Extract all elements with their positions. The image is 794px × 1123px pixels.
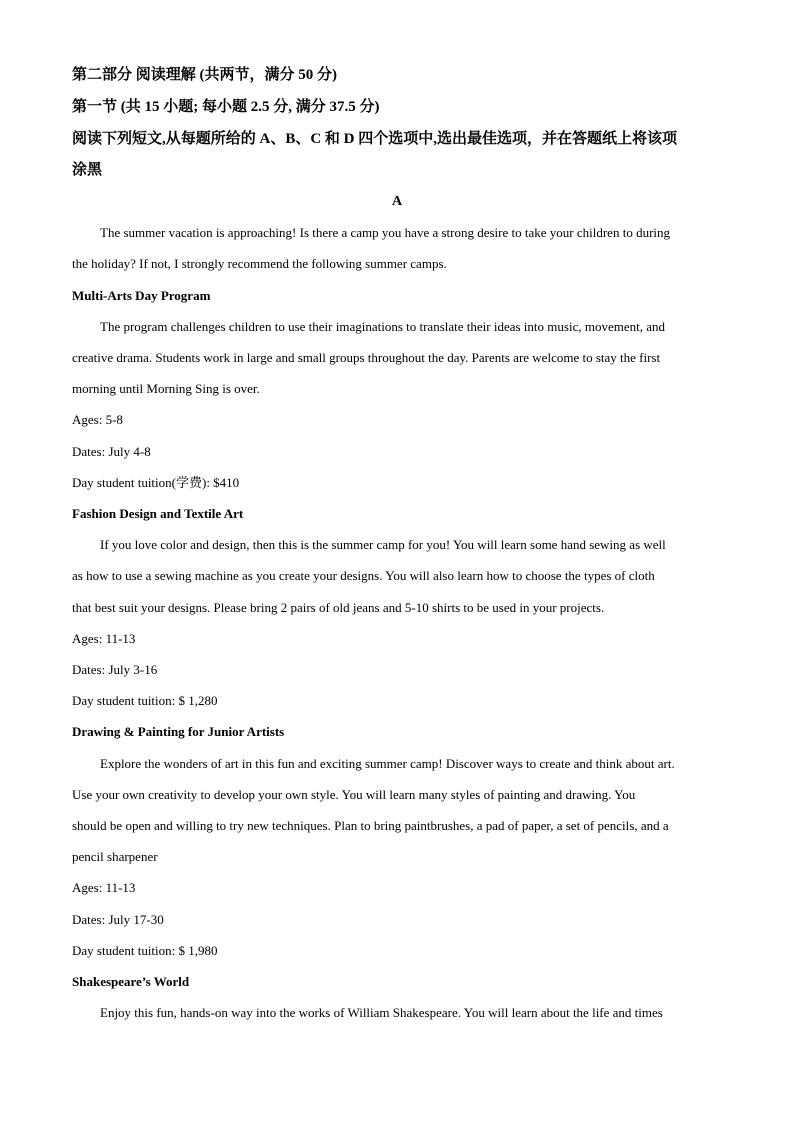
passage-label: A — [391, 194, 403, 209]
camp-description-line: that best suit your designs. Please bring 2 pairs of old jeans and 5-10 shirts to be used in your projects. — [72, 600, 605, 615]
camp-description-line: Enjoy this fun, hands-on way into the works of William Shakespeare. You will learn about the life and times — [100, 1005, 663, 1020]
camp-description-line: morning until Morning Sing is over. — [72, 381, 260, 396]
camp-description-line: Explore the wonders of art in this fun and exciting summer camp! Discover ways to create and think about art. — [100, 756, 675, 771]
camp-description-line: should be open and willing to try new techniques. Plan to bring paintbrushes, a pad of paper, a set of pencils, and a — [72, 818, 669, 833]
camp-description-line: as how to use a sewing machine as you create your designs. You will also learn how to choose the types of cloth — [72, 568, 655, 583]
intro-line: the holiday? If not, I strongly recommend the following summer camps. — [72, 256, 447, 271]
camp-ages: Ages: 11-13 — [72, 631, 136, 646]
camp-dates: Dates: July 17-30 — [72, 912, 164, 927]
instruction-line-1: 阅读下列短文,从每题所给的 A、B、C 和 D 四个选项中,选出最佳选项，并在答题纸上将该项 — [72, 131, 678, 147]
camp-title: Drawing & Painting for Junior Artists — [72, 724, 285, 739]
camp-description-line: pencil sharpener — [72, 849, 158, 864]
camp-ages: Ages: 11-13 — [72, 880, 136, 895]
camp-ages: Ages: 5-8 — [72, 412, 123, 427]
camp-dates: Dates: July 3-16 — [72, 662, 158, 677]
instruction-line-2: 涂黑 — [72, 162, 103, 178]
camp-description-line: Use your own creativity to develop your own style. You will learn many styles of painting and drawing. You — [72, 787, 636, 802]
camp-title: Multi-Arts Day Program — [72, 288, 211, 303]
camp-tuition: Day student tuition(学费): $410 — [72, 475, 240, 490]
camp-title: Shakespeare’s World — [72, 974, 190, 989]
camp-description-line: If you love color and design, then this is the summer camp for you! You will learn some hand sewing as well — [100, 537, 666, 552]
part-heading: 第二部分 阅读理解 (共两节，满分 50 分) — [72, 67, 337, 83]
section-heading: 第一节 (共 15 小题; 每小题 2.5 分, 满分 37.5 分) — [72, 99, 380, 115]
camp-title: Fashion Design and Textile Art — [72, 506, 244, 521]
camp-description-line: creative drama. Students work in large and small groups throughout the day. Parents are welcome to stay the first — [72, 350, 661, 365]
intro-line: The summer vacation is approaching! Is there a camp you have a strong desire to take your children to during — [100, 225, 671, 240]
camp-dates: Dates: July 4-8 — [72, 444, 151, 459]
camp-tuition: Day student tuition: $ 1,980 — [72, 943, 218, 958]
camp-tuition: Day student tuition: $ 1,280 — [72, 693, 218, 708]
camp-description-line: The program challenges children to use their imaginations to translate their ideas into music, movement, and — [100, 319, 665, 334]
